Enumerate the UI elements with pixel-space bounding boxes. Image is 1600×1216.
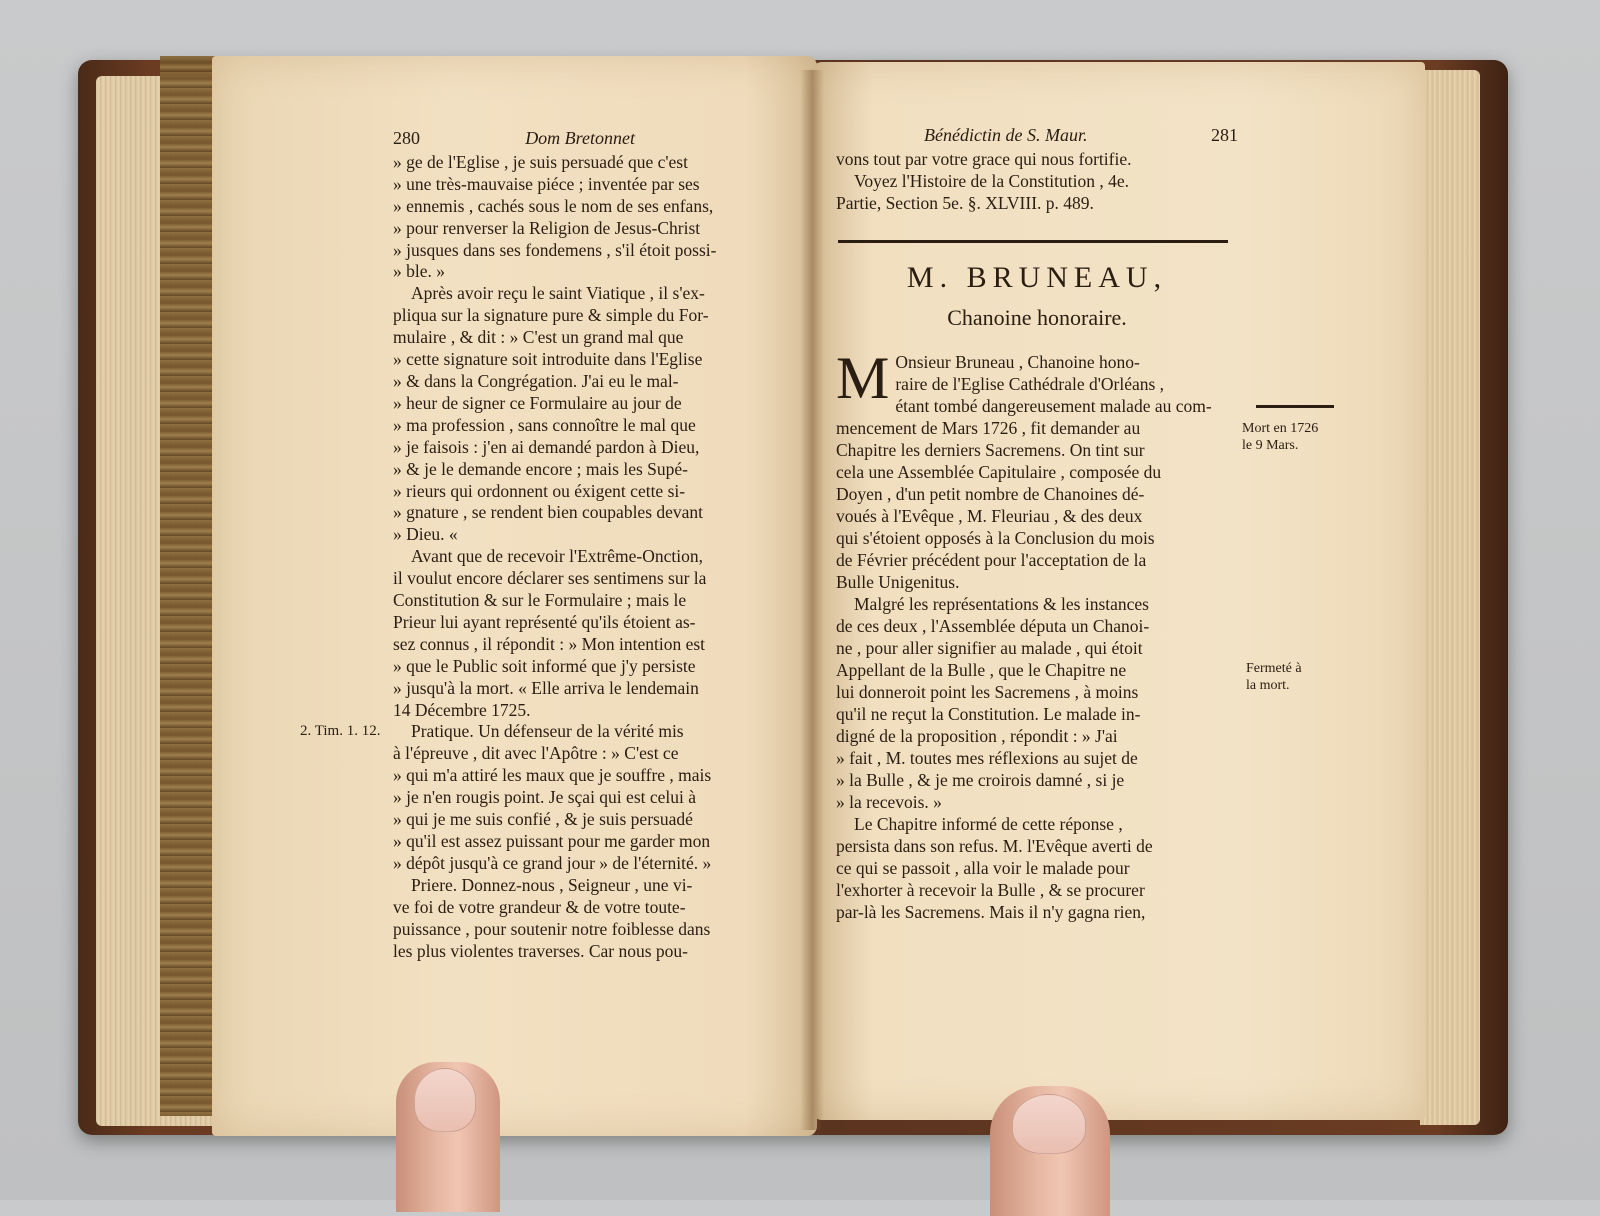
text-line: Après avoir reçu le saint Viatique , il s'ex-: [411, 283, 705, 304]
text-line: » qui je me suis confié , & je suis persuadé: [393, 809, 693, 830]
chapter-body: [836, 345, 1238, 923]
right-page-top-text: [836, 148, 1238, 214]
margin-note-scripture: 2. Tim. 1. 12.: [300, 723, 381, 739]
text-line: mulaire , & dit : » C'est un grand mal que: [393, 327, 684, 348]
margin-note-firmness: [1246, 660, 1302, 694]
text-line: cela une Assemblée Capitulaire , composée du: [836, 462, 1162, 482]
text-line: il voulut encore déclarer ses sentimens sur la: [393, 568, 707, 589]
text-line: » dépôt jusqu'à ce grand jour » de l'éternité. »: [393, 852, 712, 873]
margin-rule: [1256, 405, 1334, 408]
text-line: » cette signature soit introduite dans l'Eglise: [393, 349, 703, 370]
text-line: de Février précédent pour l'acceptation de la: [836, 550, 1147, 570]
text-line: Voyez l'Histoire de la Constitution , 4e.: [854, 171, 1130, 191]
margin-note-death-line-1: Mort en 1726: [1242, 421, 1319, 436]
right-page-header-title: Bénédictin de S. Maur.: [924, 125, 1088, 145]
chapter-subtitle: Chanoine honoraire.: [947, 305, 1127, 330]
text-line: persista dans son refus. M. l'Evêque averti de: [836, 836, 1153, 856]
text-line: Priere. Donnez-nous , Seigneur , une vi-: [411, 874, 693, 895]
text-line: Appellant de la Bulle , que le Chapitre ne: [836, 660, 1127, 680]
text-line: » ble. »: [393, 261, 446, 282]
text-line: » qui m'a attiré les maux que je souffre , mais: [393, 765, 712, 786]
text-line: Bulle Unigenitus.: [836, 572, 960, 592]
text-line: » je n'en rougis point. Je sçai qui est celui à: [393, 787, 697, 808]
text-line: mencement de Mars 1726 , fit demander au: [836, 418, 1141, 438]
text-line: Chapitre les derniers Sacremens. On tint sur: [836, 440, 1145, 460]
text-line: ce qui se passoit , alla voir le malade pour: [836, 858, 1130, 878]
text-line: » gnature , se rendent bien coupables devant: [393, 502, 704, 523]
text-line: » que le Public soit informé que j'y persiste: [393, 655, 696, 676]
text-line: » fait , M. toutes mes réflexions au sujet de: [836, 748, 1138, 768]
text-line: » la recevois. »: [836, 792, 942, 812]
text-line: Malgré les représentations & les instances: [854, 594, 1149, 614]
text-line: » & dans la Congrégation. J'ai eu le mal-: [393, 370, 679, 391]
chapter-title: M. BRUNEAU,: [906, 261, 1168, 294]
text-line: » une très-mauvaise piéce ; inventée par ses: [393, 173, 700, 194]
text-line: puissance , pour soutenir notre foiblesse dans: [393, 918, 711, 939]
text-line: Constitution & sur le Formulaire ; mais le: [393, 590, 687, 611]
text-line: » ge de l'Eglise , je suis persuadé que c'est: [393, 151, 688, 172]
text-line: digné de la proposition , répondit : » J'ai: [836, 726, 1118, 746]
text-line: » jusques dans ses fondemens , s'il étoit possi-: [393, 239, 717, 260]
text-line: pliqua sur la signature pure & simple du For-: [393, 305, 709, 326]
right-running-head: [836, 124, 1238, 146]
text-line: les plus violentes traverses. Car nous pou-: [393, 940, 689, 961]
text-line: » ma profession , sans connoître le mal que: [393, 414, 696, 435]
text-line: Le Chapitre informé de cette réponse ,: [854, 814, 1123, 834]
text-line: Pratique. Un défenseur de la vérité mis: [411, 721, 684, 742]
text-line: l'exhorter à recevoir la Bulle , & se procurer: [836, 880, 1145, 900]
margin-note-firmness-line-1: Fermeté à: [1246, 661, 1302, 676]
text-line: de ces deux , l'Assemblée députa un Chanoi-: [836, 616, 1150, 636]
text-line: » pour renverser la Religion de Jesus-Christ: [393, 217, 701, 238]
text-line: ve foi de votre grandeur & de votre toute-: [393, 896, 686, 917]
text-line: » la Bulle , & je me croirois damné , si je: [836, 770, 1125, 790]
text-line: étant tombé dangereusement malade au com-: [895, 396, 1212, 416]
right-page-number: 281: [1211, 125, 1238, 145]
left-running-head: [393, 128, 785, 150]
right-thumbnail: [1012, 1094, 1086, 1154]
text-line: Prieur lui ayant représenté qu'ils étoient as-: [393, 611, 696, 632]
left-thumbnail: [414, 1068, 476, 1132]
text-line: qu'il ne reçut la Constitution. Le malade in-: [836, 704, 1141, 724]
text-line: Onsieur Bruneau , Chanoine hono-: [895, 352, 1140, 372]
text-line: Doyen , d'un petit nombre de Chanoines dé-: [836, 484, 1145, 504]
book-gutter: [800, 70, 824, 1130]
text-line: » heur de signer ce Formulaire au jour de: [393, 392, 682, 413]
left-page-header-title: Dom Bretonnet: [525, 128, 635, 148]
text-line: » rieurs qui ordonnent ou éxigent cette si-: [393, 480, 686, 501]
margin-note-death-line-2: le 9 Mars.: [1242, 438, 1299, 453]
text-line: qui s'étoient opposés à la Conclusion du mois: [836, 528, 1155, 548]
drop-cap: M: [836, 345, 890, 411]
left-page-body: [393, 152, 785, 963]
margin-note-death: [1242, 420, 1318, 454]
gilt-page-edge: [160, 56, 216, 1116]
text-line: » Dieu. «: [393, 524, 458, 545]
right-page-body: [836, 345, 1238, 923]
right-page-text: [836, 124, 1238, 923]
text-line: » & je le demande encore ; mais les Supé-: [393, 458, 688, 479]
text-line: 14 Décembre 1725.: [393, 699, 531, 720]
page-stack-right: [1420, 70, 1480, 1125]
text-line: par-là les Sacremens. Mais il n'y gagna rien,: [836, 902, 1146, 922]
text-line: Avant que de recevoir l'Extrême-Onction,: [411, 546, 703, 567]
left-page-text: [393, 128, 785, 962]
text-line: » jusqu'à la mort. « Elle arriva le lendemain: [393, 677, 699, 698]
text-line: Partie, Section 5e. §. XLVIII. p. 489.: [836, 193, 1094, 213]
section-divider: [838, 240, 1228, 243]
text-line: raire de l'Eglise Cathédrale d'Orléans ,: [895, 374, 1165, 394]
text-line: sez connus , il répondit : » Mon intention est: [393, 633, 706, 654]
text-line: à l'épreuve , dit avec l'Apôtre : » C'est ce: [393, 743, 679, 764]
text-line: vons tout par votre grace qui nous fortifie.: [836, 149, 1132, 169]
text-line: » je faisois : j'en ai demandé pardon à Dieu,: [393, 436, 700, 457]
left-page-number: 280: [393, 128, 420, 148]
text-line: » qu'il est assez puissant pour me garder mon: [393, 831, 711, 851]
text-line: » ennemis , cachés sous le nom de ses enfans,: [393, 195, 714, 216]
margin-note-firmness-line-2: la mort.: [1246, 678, 1290, 693]
text-line: lui donneroit point les Sacremens , à moins: [836, 682, 1139, 702]
text-line: ne , pour aller signifier au malade , qui étoit: [836, 638, 1143, 658]
text-line: voués à l'Evêque , M. Fleuriau , & des deux: [836, 506, 1143, 526]
